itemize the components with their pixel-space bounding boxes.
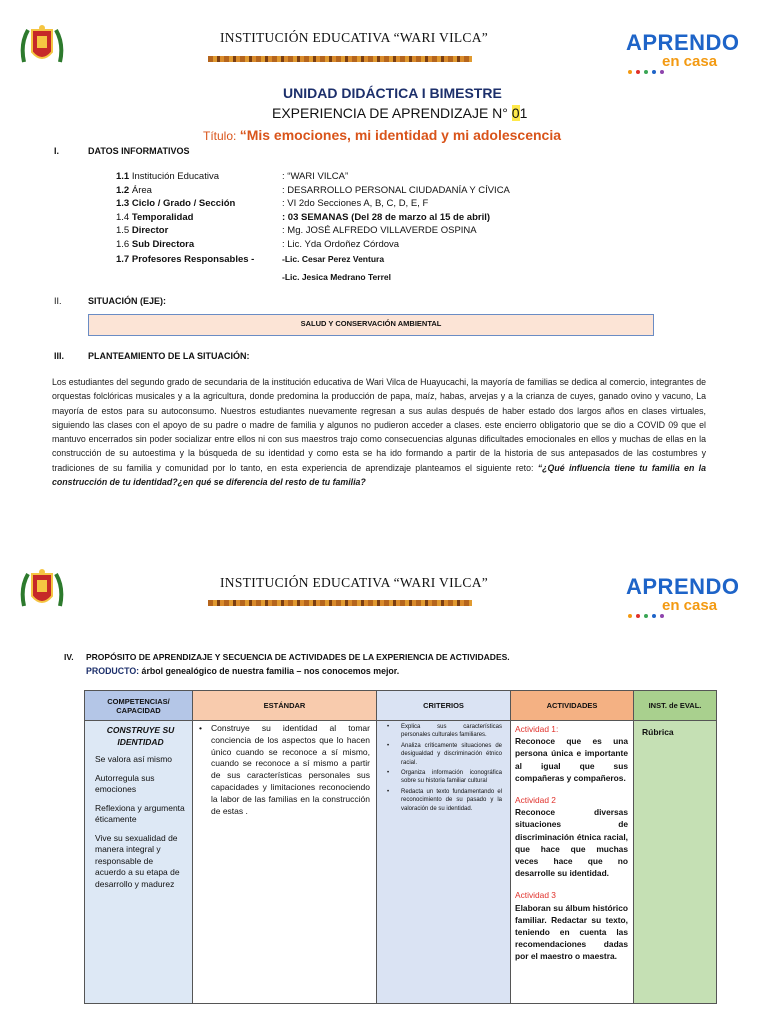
institution-title: INSTITUCIÓN EDUCATIVA “WARI VILCA” <box>220 30 489 45</box>
competencia-title: CONSTRUYE SU IDENTIDAD <box>106 725 175 747</box>
section-2-number: II. <box>54 296 62 306</box>
capacidad-item: Vive su sexualidad de manera integral y responsable de acuerdo a su etapa de desarrollo y madurez <box>95 832 180 889</box>
situation-paragraph: Los estudiantes del segundo grado de secundaria de la institución educativa de Wari Vilca de Huayucachi, la mayoría de familias se dedica al comercio, integrantes de orquestas folclóricas musicales y a la agricultura, donde predomina la producción de papa, maíz, habas, arvejas y a la crianza de cuyes, ganado ovino y vacuno, La mayoría de estos para su autoconsumo. Nuestros estudiantes nuevamente regresan a sus aulas después de haber estado dos largos años en clases virtuales, siguiendo las clases con el apoyo de su padre o madre de familia y algunos no pudieron acceder a clases. este encierro obligatorio que se dio a COVID 09 que el mantuvo encerrados sin poder socializar entre ellos ni con sus maestros trajo como consecuencias algunas dificultades emocionales en ellos y muchas de ellas en la construcción de su autoestima y la búsqueda de su identidad y como esta se ha ido formando a partir de la historia de sus antepasados de las costumbres y tradiciones de su familia y comunidad por lo tanto, en esta experiencia de aprendizaje planteamos el siguiente reto: “¿Qué influencia tiene tu familia en la construcción de tu identidad?¿en qué se diferencia del resto de tu familia? <box>52 377 706 488</box>
activity-label: Actividad 2 <box>515 795 556 806</box>
table-header-row <box>85 691 717 721</box>
decorative-band <box>208 56 472 62</box>
info-label: 1.1 Institución Educativa <box>116 171 219 182</box>
info-label: 1.2 Área <box>116 184 152 196</box>
capacidad-item: Reflexiona y argumenta éticamente <box>95 802 185 824</box>
logo-sub: en casa <box>662 53 718 70</box>
unit-title: UNIDAD DIDÁCTICA I BIMESTRE <box>283 85 502 101</box>
info-value: : Lic. Yda Ordoñez Córdova <box>282 238 400 250</box>
table-row <box>85 721 717 1004</box>
logo-word: APRENDO <box>626 574 740 599</box>
info-value: : Mg. JOSÉ ALFREDO VILLAVERDE OSPINA <box>282 225 477 236</box>
info-label: 1.5 Director <box>116 225 169 236</box>
info-label: 1.6 Sub Directora <box>116 238 195 250</box>
aprendo-en-casa-logo <box>626 30 740 70</box>
institution-title: INSTITUCIÓN EDUCATIVA “WARI VILCA” <box>220 575 489 590</box>
competencias-cell <box>85 721 193 1004</box>
decorative-band <box>208 600 472 606</box>
header-actividades: ACTIVIDADES <box>511 691 634 721</box>
capacidad-item: Autorregula sus emociones <box>95 772 155 794</box>
activity-label: Actividad 3 <box>515 890 556 901</box>
header-estandar: ESTÁNDAR <box>193 691 377 721</box>
instrumento-cell <box>634 721 717 1004</box>
info-value: -Lic. Cesar Perez Ventura <box>282 254 385 264</box>
criterios-cell <box>377 721 511 1004</box>
info-value: : DESARROLLO PERSONAL CIUDADANÍA Y CÍVICA <box>282 184 510 196</box>
section-3-number: III. <box>54 351 65 361</box>
info-value: : 03 SEMANAS (Del 28 de marzo al 15 de abril) <box>282 211 491 223</box>
school-crest-logo <box>18 566 66 617</box>
school-crest-logo <box>18 22 66 73</box>
criterio-item: • Explica sus características personales culturales familiares. <box>381 723 502 740</box>
challenge-question: “¿Qué influencia tiene tu familia en la construcción de tu identidad?¿en qué se diferencia del resto de tu familia? <box>52 462 706 488</box>
section-4-heading: PROPÓSITO DE APRENDIZAJE Y SECUENCIA DE ACTIVIDADES DE LA EXPERIENCIA DE ACTIVIDADES. <box>86 652 510 662</box>
info-value: -Lic. Jesica Medrano Terrel <box>282 271 391 282</box>
activity-block <box>515 794 628 879</box>
info-label: 1.4 Temporalidad <box>116 211 194 223</box>
section-1-number: I. <box>54 146 60 156</box>
actividades-cell <box>511 721 634 1004</box>
section-3-heading: PLANTEAMIENTO DE LA SITUACIÓN: <box>88 351 250 361</box>
info-values <box>282 170 712 284</box>
estandar-cell: • Construye su identidad al tomar conciencia de los aspectos que lo hacen único cuando se reconoce a sí mismo, cuando se reconoce a sí mismo a partir de sus características personales sus capacidades y limitaciones reconociendo la labor de las familias en la construcción de estas . <box>193 721 377 1004</box>
activity-text: Elaboran su álbum histórico familiar. Redactar su texto, teniendo en cuenta las recomendaciones dadas por el maestro o maestra. <box>515 902 628 962</box>
experience-title: EXPERIENCIA DE APRENDIZAJE N° 01 <box>272 105 528 121</box>
info-label: 1.7 Profesores Responsables - <box>116 254 255 265</box>
criterio-item: • Analiza críticamente situaciones de desigualdad y discriminación étnico racial. <box>381 742 502 767</box>
estandar-text: Construye su identidad al tomar conciencia de los aspectos que lo hacen único cuando se reconoce a sí mismo, cuando se reconoce a sí mismo a partir de sus características personales sus capacidades y limitaciones reconociendo la labor de las familias en la construcción de estas . <box>211 723 370 816</box>
activity-block <box>515 723 628 784</box>
info-value: : VI 2do Secciones A, B, C, D, E, F <box>282 198 429 209</box>
header-criterios: CRITERIOS <box>377 691 511 721</box>
experience-subtitle: Título: “Mis emociones, mi identidad y mi adolescencia <box>203 127 562 143</box>
section-4-number: IV. <box>64 652 74 662</box>
section-2-heading: SITUACIÓN (EJE): <box>88 296 167 306</box>
info-value: : “WARI VILCA” <box>282 171 349 182</box>
header-competencias: COMPETENCIAS/ CAPACIDAD <box>85 691 193 721</box>
activity-label: Actividad 1: <box>515 724 559 734</box>
activity-text: Reconoce diversas situaciones de discriminación étnica racial, que hace que muchas veces hace que no desarrolle su identidad. <box>515 807 628 879</box>
competency-table <box>84 690 717 1004</box>
activity-block <box>515 889 628 962</box>
instrumento-text: Rúbrica <box>642 727 674 737</box>
capacidad-item: Se valora así mismo <box>95 754 172 764</box>
header-instrumento: INST. de EVAL. <box>634 691 717 721</box>
activity-text: Reconoce que es una persona única e importante al igual que sus compañeras y compañeros. <box>515 736 628 783</box>
logo-sub: en casa <box>662 597 718 614</box>
logo-word: APRENDO <box>626 30 740 55</box>
section-1-heading: DATOS INFORMATIVOS <box>88 146 190 156</box>
aprendo-en-casa-logo <box>626 574 740 614</box>
criterio-item: • Redacta un texto fundamentando el reconocimiento de su pasado y la valoración de su identidad. <box>381 788 502 813</box>
product-line: PRODUCTO: árbol genealógico de nuestra familia – nos conocemos mejor. <box>86 666 400 676</box>
info-label: 1.3 Ciclo / Grado / Sección <box>116 198 236 209</box>
situation-box: SALUD Y CONSERVACIÓN AMBIENTAL <box>88 314 654 336</box>
criterio-item: • Organiza información iconográfica sobre su historia familiar cultural <box>381 769 502 786</box>
